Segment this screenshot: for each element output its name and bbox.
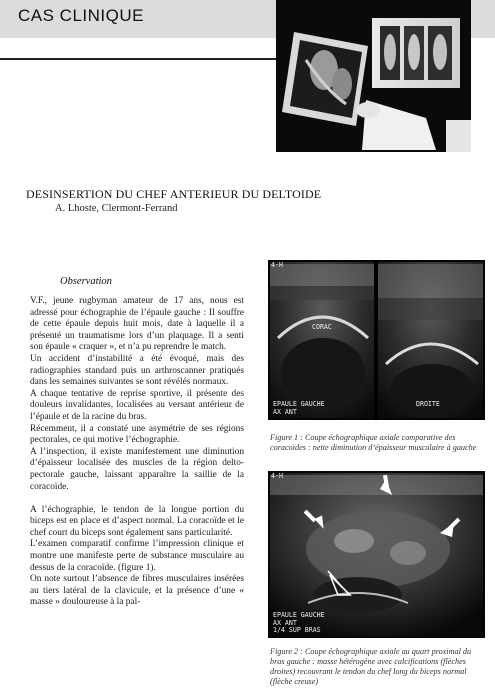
body-paragraph: On note surtout l’absence de fibres musculaires insérées au tiers latéral de la clavicule, et la présence d’une « masse » douloureuse à la pal-: [30, 574, 244, 608]
section-heading: Observation: [60, 276, 112, 287]
body-paragraph: A l’inspection, il existe manifestement une diminution d’épaisseur localisée des muscles de la région delto-pectorale gauche, laissant apparaître la saillie de la coracoïde.: [30, 446, 244, 492]
body-paragraph: A l’échographie, le tendon de la longue portion du biceps est en place et d’aspect normal. La coracoïde et le chef court du biceps sont également sans particularité.: [30, 504, 244, 538]
body-column: [30, 296, 244, 609]
article-title: DESINSERTION DU CHEF ANTERIEUR DU DELTOIDE: [26, 187, 322, 201]
body-paragraph: L’examen comparatif confirme l’impression clinique et montre une manifeste perte de substance musculaire au dessus de la coracoïde. (figure 1).: [30, 539, 244, 573]
figure1-probe-label: 4-H: [271, 261, 283, 269]
article-author: A. Lhoste, Clermont-Ferrand: [55, 203, 178, 214]
body-paragraph: Un accident d’instabilité a été évoqué, mais des radiographies standard puis un arthroscanner pratiqués dans les semaines suivantes se sont révélés normaux.: [30, 353, 244, 388]
figure1-caption: Figure 1 : Coupe échographique axiale comparative des coracoïdes : nette diminution d’épaisseur musculaire à gauche: [270, 433, 477, 452]
body-paragraph: V.F., jeune rugbyman amateur de 17 ans, nous est adressé pour échographie de l’épaule gauche : Il souffre de cette épaule depuis huit mois, date à laquelle il a présenté un traumatisme lors d’un plaquage. Il a senti son épaule « craquer », et n’a pu reprendre le match.: [30, 296, 244, 353]
figure2-probe-label: 4-H: [271, 472, 283, 480]
section-title: CAS CLINIQUE: [18, 6, 144, 25]
body-paragraph: Récemment, il a constaté une asymétrie de ses régions pectorales, ce qui motive l’échographie.: [30, 423, 244, 446]
header-rule: [0, 58, 276, 60]
figure2-caption: Figure 2 : Coupe échographique axiale au quart proximal du bras gauche : masse hétérogène avec calcifications (flèches droites) recouvrant le tendon du chef long du biceps normal (flèche creuse): [270, 647, 472, 686]
figure2-ultrasound: [268, 471, 485, 638]
figure1-right-label: DROITE: [416, 400, 440, 408]
header-xray-photo: [276, 0, 471, 152]
figure1-ultrasound: [268, 260, 485, 420]
figure1-left-label: EPAULE GAUCHE AX ANT: [273, 400, 325, 416]
figure2-bottom-label: EPAULE GAUCHE AX ANT 1/4 SUP BRAS: [273, 611, 325, 635]
body-paragraph: A chaque tentative de reprise sportive, il présente des douleurs invalidantes, localisées au versant antérieur de l’épaule et de la racine du bras.: [30, 388, 244, 422]
figure1-coracoid-label: CORAC: [312, 323, 332, 331]
